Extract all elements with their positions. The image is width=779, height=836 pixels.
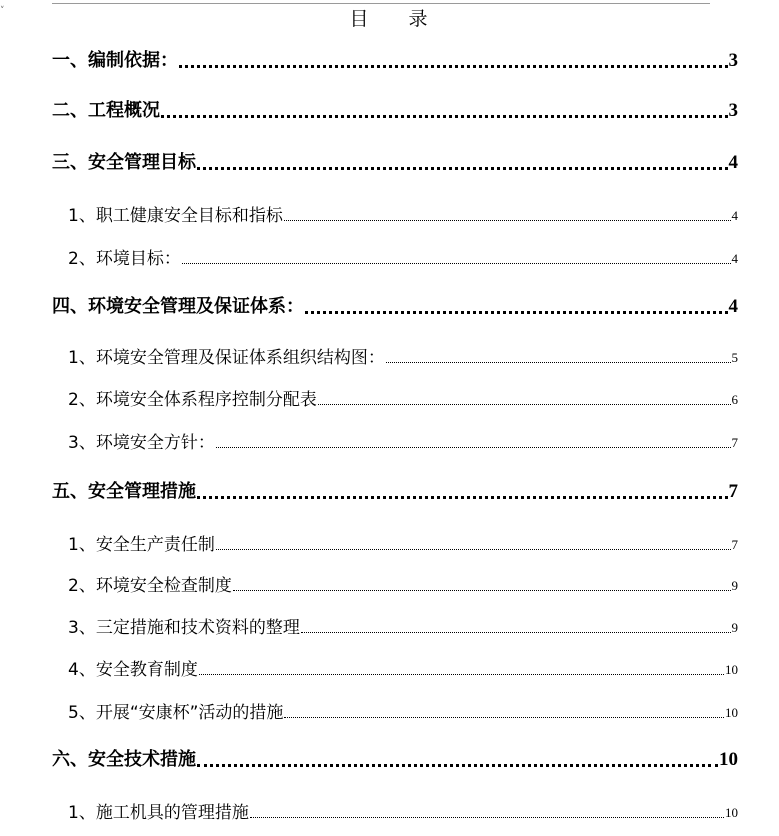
toc-entry-page: 9 xyxy=(731,578,738,593)
corner-mark: ˅ xyxy=(0,6,5,16)
toc-title-char-2: 录 xyxy=(408,8,430,30)
toc-entry-page: 4 xyxy=(731,251,738,266)
toc-entry[interactable] xyxy=(52,655,738,680)
toc-entry[interactable] xyxy=(52,46,738,72)
toc-entry[interactable] xyxy=(52,477,738,503)
toc-entry-label: 5、开展“安康杯”活动的措施 xyxy=(68,703,284,723)
dot-leader xyxy=(250,817,724,818)
toc-entry-label: 2、环境安全检查制度 xyxy=(68,576,232,596)
toc-entry[interactable] xyxy=(52,698,738,723)
toc-entry-label: 二、工程概况 xyxy=(52,100,160,121)
toc-entry[interactable] xyxy=(52,530,738,555)
toc-entry-label: 1、施工机具的管理措施 xyxy=(68,803,249,823)
toc-entry-page: 5 xyxy=(731,350,738,365)
toc-entry-page: 10 xyxy=(719,749,738,770)
dot-leader xyxy=(284,220,731,221)
toc-title-char-1: 目 xyxy=(349,8,371,30)
toc-entry-page: 3 xyxy=(728,50,738,71)
toc-entry-label: 2、环境目标： xyxy=(68,249,181,269)
toc-entry-page: 7 xyxy=(731,435,738,450)
toc-entry-label: 1、职工健康安全目标和指标 xyxy=(68,206,283,226)
toc-entry-page: 4 xyxy=(731,208,738,223)
dot-leader xyxy=(197,496,728,499)
dot-leader xyxy=(161,115,728,118)
toc-entry-label: 六、安全技术措施 xyxy=(52,749,196,770)
dot-leader xyxy=(182,263,731,264)
toc-entry-label: 3、三定措施和技术资料的整理 xyxy=(68,618,300,638)
toc-entry[interactable] xyxy=(52,201,738,226)
toc-entry[interactable] xyxy=(52,96,738,122)
dot-leader xyxy=(197,167,728,170)
toc-entry[interactable] xyxy=(52,385,738,410)
toc-entry-label: 四、环境安全管理及保证体系： xyxy=(52,296,304,317)
dot-leader xyxy=(197,764,718,767)
toc-entry-page: 3 xyxy=(728,100,738,121)
toc-entry-label: 2、环境安全体系程序控制分配表 xyxy=(68,390,317,410)
dot-leader xyxy=(216,549,731,550)
toc-entry[interactable] xyxy=(52,798,738,823)
toc-entry-page: 10 xyxy=(725,805,738,820)
toc-entry-page: 4 xyxy=(728,152,738,173)
toc-entry-page: 10 xyxy=(725,705,738,720)
dot-leader xyxy=(301,632,731,633)
toc-entry-page: 10 xyxy=(725,662,738,677)
toc-entry-label: 1、安全生产责任制 xyxy=(68,535,215,555)
dot-leader xyxy=(386,362,731,363)
toc-entry-label: 1、环境安全管理及保证体系组织结构图： xyxy=(68,348,385,368)
toc-entry[interactable] xyxy=(52,745,738,771)
toc-entry-page: 9 xyxy=(731,620,738,635)
dot-leader xyxy=(199,674,724,675)
toc-entry-label: 三、安全管理目标 xyxy=(52,152,196,173)
dot-leader xyxy=(216,447,731,448)
toc-entry-label: 一、编制依据： xyxy=(52,50,178,71)
toc-entry-label: 4、安全教育制度 xyxy=(68,660,198,680)
dot-leader xyxy=(233,590,731,591)
toc-entry[interactable] xyxy=(52,428,738,453)
toc-entry[interactable] xyxy=(52,292,738,318)
toc-entry-page: 6 xyxy=(731,392,738,407)
toc-title xyxy=(0,4,779,31)
dot-leader xyxy=(318,404,731,405)
toc-entry[interactable] xyxy=(52,148,738,174)
toc-entry[interactable] xyxy=(52,244,738,269)
dot-leader xyxy=(179,65,728,68)
toc-entry-page: 7 xyxy=(728,481,738,502)
toc-entry-page: 7 xyxy=(731,537,738,552)
toc-entry[interactable] xyxy=(52,343,738,368)
toc-entry-page: 4 xyxy=(728,296,738,317)
dot-leader xyxy=(305,311,728,314)
toc-entry-label: 五、安全管理措施 xyxy=(52,481,196,502)
toc-entry[interactable] xyxy=(52,613,738,638)
dot-leader xyxy=(284,717,724,718)
toc-entry-label: 3、环境安全方针： xyxy=(68,433,215,453)
toc-entry[interactable] xyxy=(52,571,738,596)
